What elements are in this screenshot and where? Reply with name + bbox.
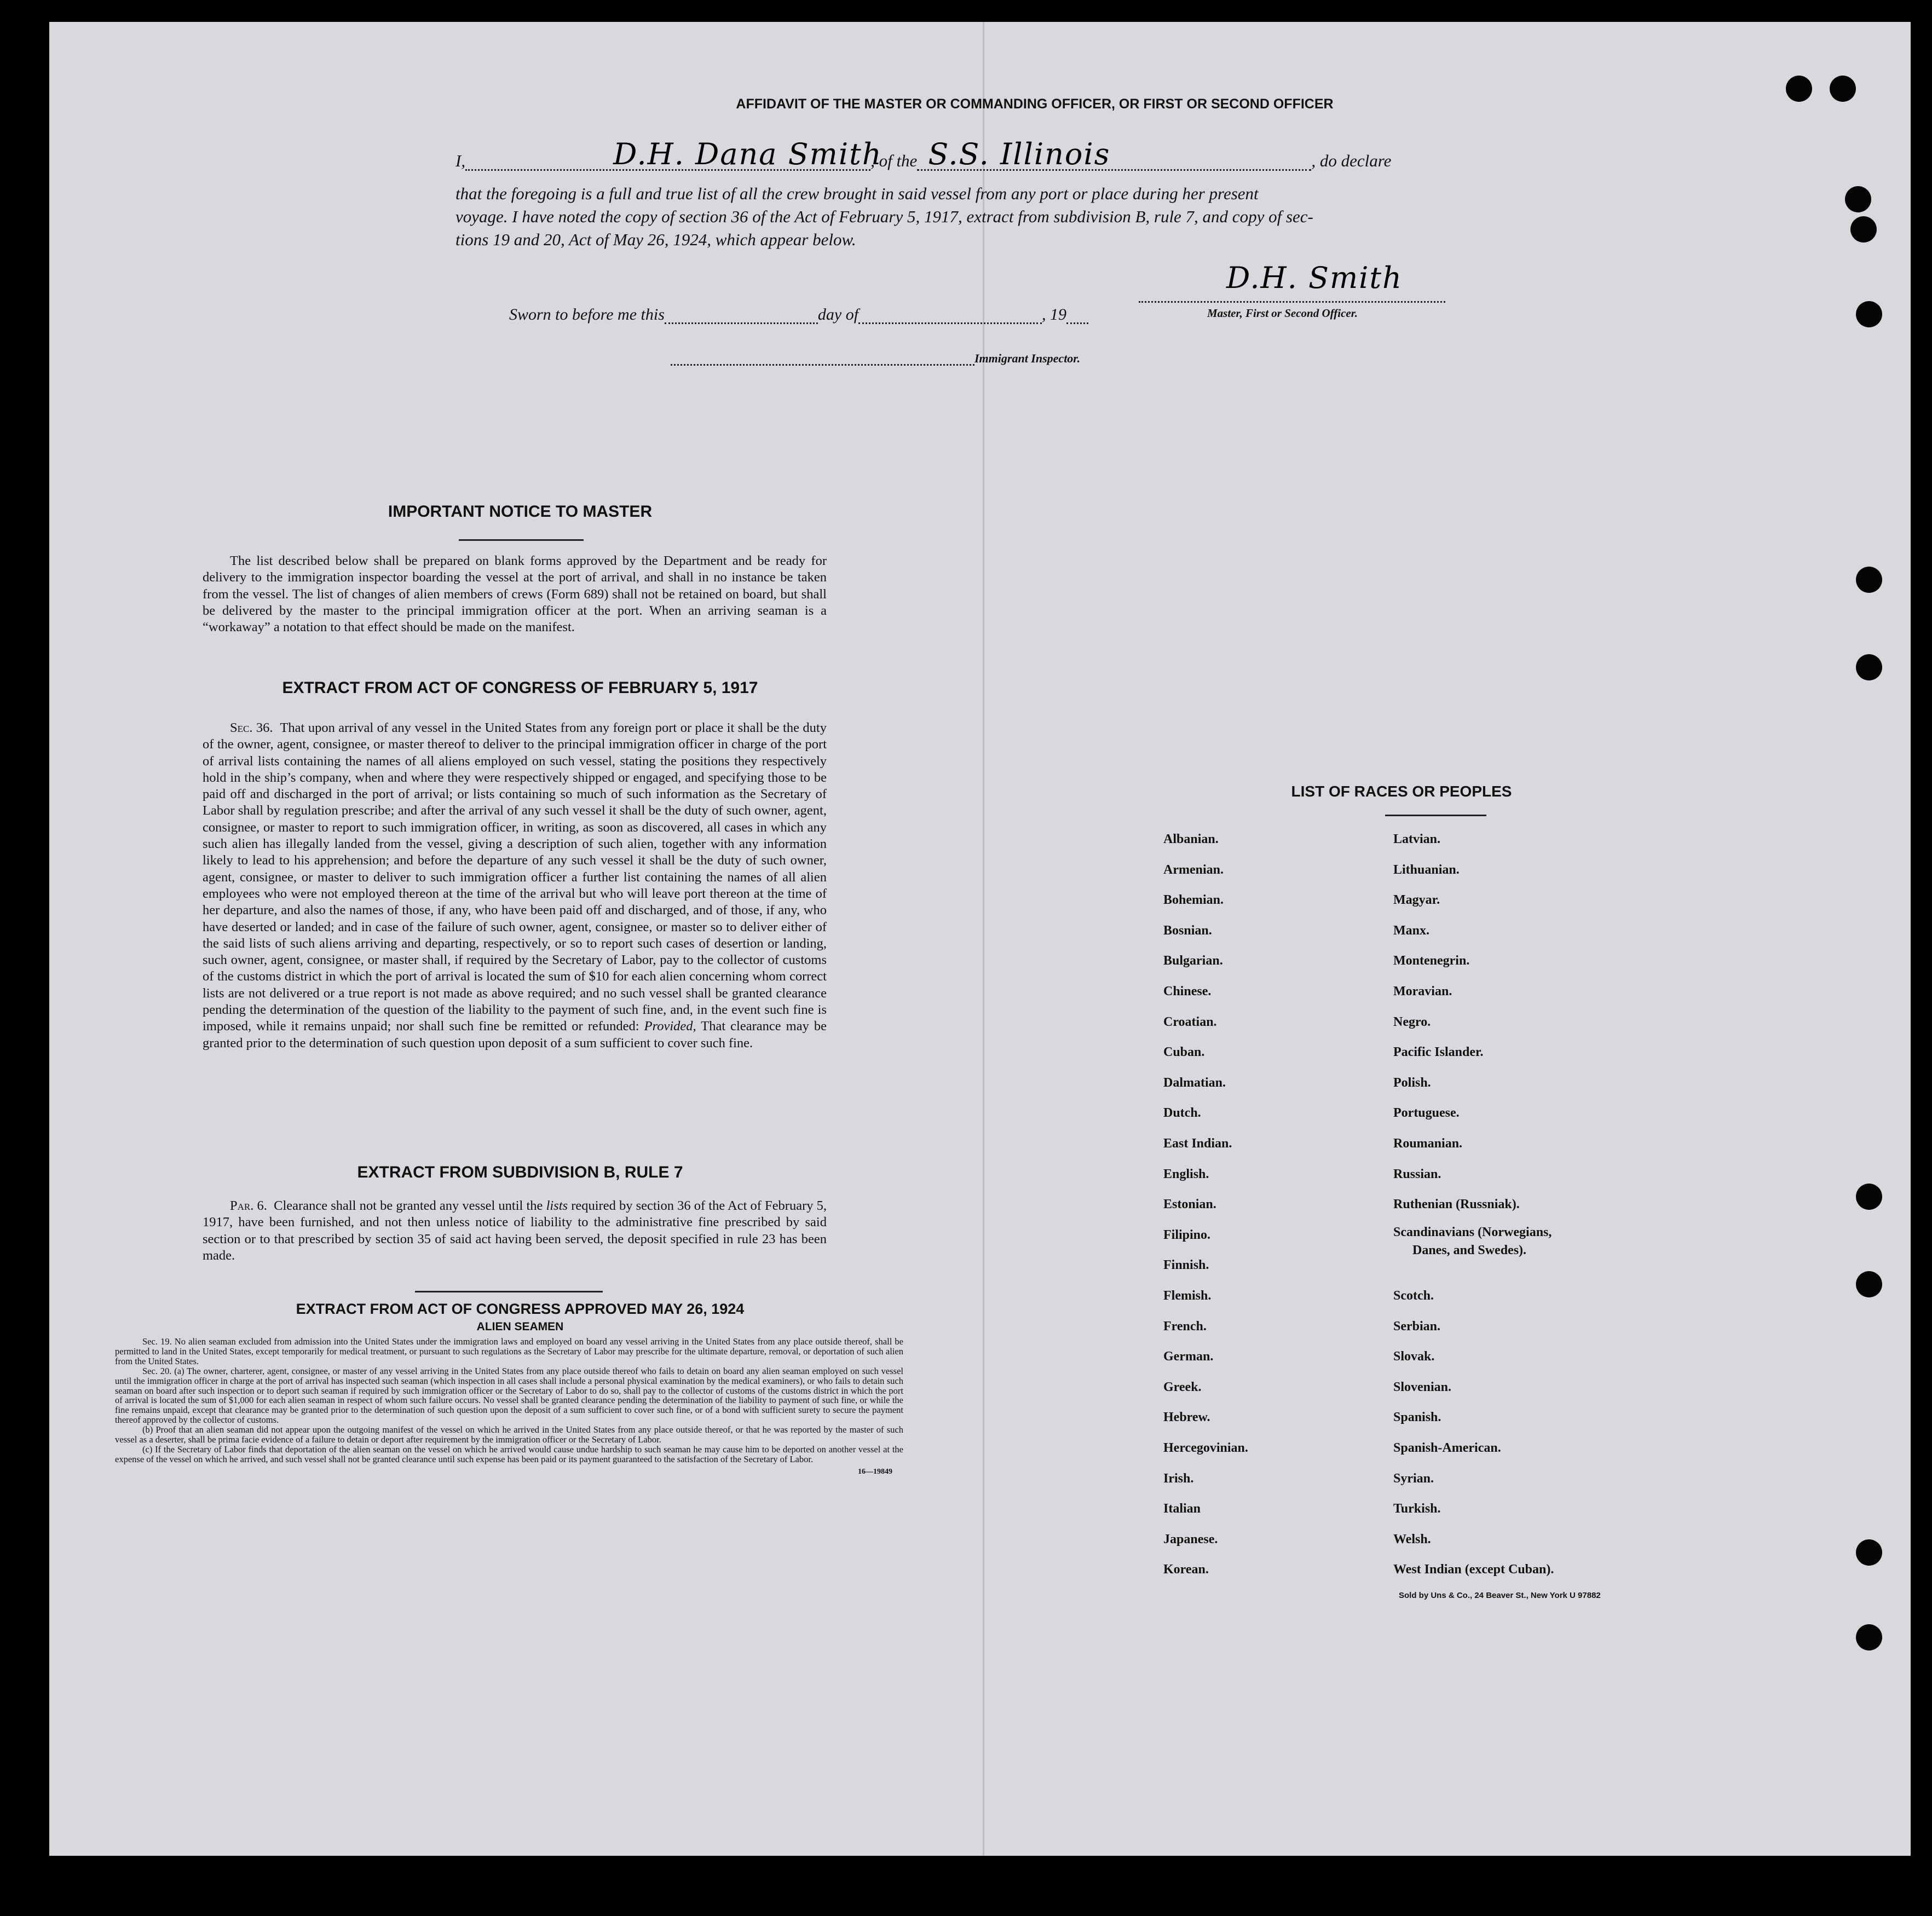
race-item: Filipino. [1163, 1228, 1211, 1242]
lists-word: lists [546, 1198, 568, 1213]
divider [1385, 815, 1486, 816]
inspector-signature-field [671, 352, 974, 366]
rule-7-section [203, 1198, 827, 1264]
sec-20b-text: (b) Proof that an alien seaman did not appear upon the outgoing manifest of the vessel on which he arrived in the United States from any place outside thereof, or that he was reported by the master of such vessel as a deserter, shall be prima facie evidence of a failure to detain or deport after requirement by the immigration officer or the Secretary of Labor. [115, 1424, 903, 1445]
par-6-body-a: Clearance shall not be granted any vessel until the [274, 1198, 543, 1213]
race-item: Spanish-American. [1393, 1441, 1501, 1455]
race-item: Moravian. [1393, 984, 1452, 999]
punch-hole [1856, 1184, 1882, 1210]
extract-1924-title: EXTRACT FROM ACT OF CONGRESS APPROVED MAY 26, 1924 [296, 1301, 745, 1317]
punch-hole [1830, 76, 1856, 102]
race-item: Scandinavians (Norwegians, [1393, 1225, 1552, 1239]
punch-hole [1856, 301, 1882, 327]
declaration-line-4: tions 19 and 20, Act of May 26, 1924, which appear below. [455, 230, 856, 249]
race-item: Korean. [1163, 1562, 1209, 1577]
i-label: I, [455, 151, 466, 170]
declaration-line-2: that the foregoing is a full and true list of all the crew brought in said vessel from any port or place during her present [455, 184, 1259, 203]
race-item: Italian [1163, 1502, 1201, 1516]
race-item: Estonian. [1163, 1197, 1216, 1211]
par-6-body-b: required by section 36 of the Act of February 5, 1917, have been furnished, and not then unless notice of liability to the administrative fine prescribed by said section or to that prescribed by section 35 of said act having been served, the deposit specified in rule 23 has been made. [203, 1198, 827, 1263]
race-item: Pacific Islander. [1393, 1045, 1484, 1059]
race-item: Hercegovinian. [1163, 1441, 1248, 1455]
races-title: LIST OF RACES OR PEOPLES [1291, 783, 1512, 800]
race-item: Scotch. [1393, 1289, 1434, 1303]
inspector-caption: Immigrant Inspector. [974, 351, 1081, 365]
sworn-label: Sworn to before me this [509, 305, 665, 324]
punch-hole [1856, 654, 1882, 680]
race-item: Montenegrin. [1393, 954, 1470, 968]
race-item: Roumanian. [1393, 1136, 1463, 1151]
divider [415, 1291, 603, 1292]
race-item: Chinese. [1163, 984, 1212, 999]
punch-hole [1786, 76, 1812, 102]
par-6-label: Par. 6. [230, 1198, 267, 1213]
race-item: Finnish. [1163, 1258, 1209, 1272]
signer-name-field [465, 137, 883, 171]
race-item: Hebrew. [1163, 1410, 1210, 1424]
inspector-line [671, 351, 1080, 366]
race-item: Greek. [1163, 1380, 1202, 1394]
race-item: Bosnian. [1163, 924, 1212, 938]
section-36-text [203, 720, 827, 1052]
race-item: Negro. [1393, 1015, 1431, 1029]
race-item: Serbian. [1393, 1319, 1441, 1334]
signer-name: D.H. Dana Smith [613, 137, 883, 171]
sworn-month-field [858, 308, 1042, 324]
extract-1917-section [203, 720, 827, 1052]
sec-20a-text: Sec. 20. (a) The owner, charterer, agent, consignee, or master of any vessel arriving in the United States from any place outside thereof who fails to detain on board any alien seaman employed on such vessel until the immigration officer in charge at the port of arrival has inspected such seaman (which inspection in all cases shall include a personal physical examination by the medical examiners), or who fails to detain such seaman on board after such inspection or to deport such seaman if required by such immigration officer or the Secretary of Labor to do so, shall pay to the collector of customs of the customs district in which the port of arrival is located the sum of $1,000 for each alien seaman in respect of whom such failure occurs. No vessel shall be granted clearance pending the determination of the liability to payment of such fine, or while the fine remains unpaid, except that clearance may be granted prior to the determination of such question upon the deposit of a sum sufficient to cover such fine, or of a bond with sufficient surety to secure the payment thereof approved by the collector of customs. [115, 1365, 903, 1426]
notice-title: IMPORTANT NOTICE TO MASTER [388, 503, 653, 521]
provided-label: Provided, [644, 1019, 696, 1034]
punch-hole [1850, 216, 1877, 243]
of-the-label: , of the [870, 151, 918, 170]
race-item: Manx. [1393, 924, 1429, 938]
race-item: Magyar. [1393, 893, 1440, 907]
affidavit-title: AFFIDAVIT OF THE MASTER OR COMMANDING OFFICER, OR FIRST OR SECOND OFFICER [736, 96, 1334, 112]
punch-hole [1845, 186, 1871, 212]
race-item: Flemish. [1163, 1289, 1212, 1303]
extract-1924-section [115, 1337, 903, 1476]
race-item: Armenian. [1163, 863, 1224, 877]
do-declare-label: , do declare [1311, 151, 1392, 170]
race-item: Croatian. [1163, 1015, 1217, 1029]
day-of-label: day of [817, 305, 859, 324]
race-item: Polish. [1393, 1076, 1431, 1090]
race-item: Spanish. [1393, 1410, 1441, 1424]
race-item: Bulgarian. [1163, 954, 1223, 968]
race-item: Dalmatian. [1163, 1076, 1226, 1090]
sec-36-proviso: That clearance may be granted prior to the determination of such question upon deposit of a sum sufficient to cover such fine. [203, 1019, 827, 1051]
sworn-day-field [665, 308, 818, 324]
divider [459, 539, 584, 541]
signature-caption: Master, First or Second Officer. [1207, 307, 1358, 320]
punch-hole [1856, 567, 1882, 593]
race-item: English. [1163, 1167, 1209, 1181]
notice-section [203, 553, 827, 636]
race-item: Slovenian. [1393, 1380, 1452, 1394]
race-item: Welsh. [1393, 1532, 1431, 1546]
sec-36-body: That upon arrival of any vessel in the United States from any foreign port or place it shall be the duty of the owner, agent, consignee, or master thereof to deliver to the principal immigration officer in charge of the port of arrival lists containing the names of all aliens employed on such vessel, stating the positions they respectively hold in the ship’s company, when and where they were respectively shipped or engaged, and specifying those to be paid off and discharged in the port of arrival; or lists containing so much of such information as the Secretary of Labor shall by regulation prescribe; and after the arrival of any such vessel it shall be the duty of such owner, agent, consignee, or master to report to such immigration officer, in writing, as soon as discovered, all cases in which any such alien has illegally landed from the vessel, giving a description of such alien, together with any information likely to lead to his apprehension; and before the departure of any such vessel it shall be the duty of such owner, agent, consignee, or master to deliver to such immigration officer a further list containing the names of all alien employees who were not employed thereon at the time of the arrival but who will leave port thereon at the time of her departure, and also the names of those, if any, who have been paid off and discharged, and of those, if any, who have deserted or landed; and in case of the failure of such owner, agent, consignee, or master so to deliver either of the said lists of such aliens arriving and departing, respectively, or so to report such cases of desertion or landing, such owner, agent, consignee, or master shall, if required by the Secretary of Labor, pay to the collector of customs of the customs district in which the port of arrival is located the sum of $10 for each alien concerning whom correct lists are not delivered or a true report is not made as above required; and no such vessel shall be granted clearance pending the determination of the question of the liability to the payment of such fine, and, in the event such fine is imposed, while it remains unpaid; nor shall such fine be remitted or refunded: [203, 720, 827, 1034]
race-item: Turkish. [1393, 1502, 1441, 1516]
race-item: Dutch. [1163, 1106, 1201, 1120]
race-item: French. [1163, 1319, 1207, 1334]
sworn-year-field [1066, 308, 1088, 324]
document-page [49, 22, 1911, 1856]
sec-20c-text: (c) If the Secretary of Labor finds that deportation of the alien seaman on the vessel on which he arrived would cause undue hardship to such seaman he may cause him to be deported on another vessel at the expense of the vessel on which he arrived, and such vessel shall not be granted clearance until such expense has been paid or its payment guaranteed to the satisfaction of the Secretary of Labor. [115, 1444, 903, 1464]
race-item: Cuban. [1163, 1045, 1205, 1059]
race-item: Slovak. [1393, 1349, 1435, 1364]
race-item: West Indian (except Cuban). [1393, 1562, 1554, 1577]
race-item: Latvian. [1393, 832, 1441, 846]
race-item: Irish. [1163, 1471, 1194, 1486]
punch-hole [1856, 1271, 1882, 1297]
extract-1917-title: EXTRACT FROM ACT OF CONGRESS OF FEBRUARY 5, 1917 [282, 679, 758, 697]
race-item: East Indian. [1163, 1136, 1232, 1151]
par-6-text [203, 1198, 827, 1264]
race-item: Danes, and Swedes). [1412, 1243, 1527, 1257]
race-item: German. [1163, 1349, 1214, 1364]
race-item: Ruthenian (Russniak). [1393, 1197, 1520, 1211]
sworn-line [509, 305, 1088, 324]
vessel-name: S.S. Illinois [928, 137, 1111, 171]
race-item: Portuguese. [1393, 1106, 1460, 1120]
vessel-field [917, 137, 1311, 171]
year-label: , 19 [1042, 305, 1067, 324]
race-item: Japanese. [1163, 1532, 1218, 1546]
race-item: Lithuanian. [1393, 863, 1460, 877]
declaration-line-3: voyage. I have noted the copy of section 36 of the Act of February 5, 1917, extract from subdivision B, rule 7, and copy of sec- [455, 207, 1313, 226]
race-item: Russian. [1393, 1167, 1441, 1181]
fold-line [983, 22, 984, 1856]
alien-seamen-subtitle: ALIEN SEAMEN [476, 1320, 564, 1333]
sec-19-text: Sec. 19. No alien seaman excluded from admission into the United States under the immigration laws and employed on board any vessel arriving in the United States from any place outside thereof, shall be permitted to land in the United States, except temporarily for medical treatment, or pursuant to such regulations as the Secretary of Labor may prescribe for the ultimate departure, removal, or deportation of such alien from the United States. [115, 1336, 903, 1366]
rule-7-title: EXTRACT FROM SUBDIVISION B, RULE 7 [357, 1163, 683, 1181]
notice-text: The list described below shall be prepared on blank forms approved by the Department and be ready for delivery to the immigration inspector boarding the vessel at the port of arrival, and shall in no instance be taken from the vessel. The list of changes of alien members of crews (Form 689) shall not be retained on board, but shall be delivered by the master to the principal immigration officer at the port. When an arriving seaman is a “workaway” a notation to that effect should be made on the manifest. [203, 553, 827, 635]
declaration-line-1 [455, 137, 1539, 171]
punch-hole [1856, 1539, 1882, 1566]
signature: D.H. Smith [1226, 261, 1403, 295]
race-item: Bohemian. [1163, 893, 1224, 907]
punch-hole [1856, 1624, 1882, 1650]
sold-by-note: Sold by Uns & Co., 24 Beaver St., New York U 97882 [1399, 1591, 1601, 1600]
race-item: Albanian. [1163, 832, 1219, 846]
form-number: 16—19849 [858, 1467, 892, 1476]
sec-36-label: Sec. 36. [230, 720, 273, 735]
race-item: Syrian. [1393, 1471, 1434, 1486]
